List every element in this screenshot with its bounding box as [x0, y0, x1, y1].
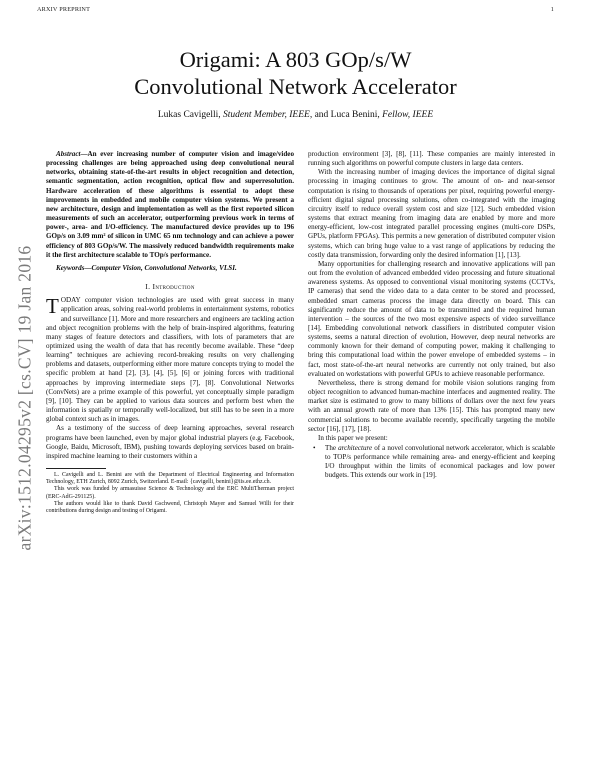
- author-1-name: Lukas Cavigelli,: [157, 110, 221, 120]
- page-number: 1: [550, 6, 554, 13]
- keywords-text: —Computer Vision, Convolutional Networks, VLSI.: [84, 263, 237, 272]
- footnote-affiliation: L. Cavigelli and L. Benini are with the Department of Electrical Engineering and Information Technology, ETH Zurich, 8092 Zurich, Switzerland. E-mail: {cavigelli, benini}@iis.ee.ethz.ch.: [46, 472, 294, 486]
- arxiv-id-text: arXiv:1512.04295v2 [cs.CV] 19 Jan 2016: [14, 245, 35, 551]
- title-line-1: Origami: A 803 GOp/s/W: [179, 47, 412, 72]
- section-heading-introduction: I. Introduction: [145, 282, 195, 292]
- title-line-2: Convolutional Network Accelerator: [134, 74, 457, 99]
- intro-text-1: computer vision technologies are used with great success in many application areas, solving real-world problems in entertainment systems, robotics and surveillance [1]. More and more researchers and engineers are tackling action and object recognition problems with the help of brain-inspired algorithms, featuring many stages of feature detectors and classifiers, with lots of parameters that are optimized using the wealth of data that has recently become available. These “deep learning” techniques are achieving record-breaking results on very challenging problems and datasets, outperforming either more mature concepts trying to model the specific problem at hand [2], [3], [4], [5], [6] or joining forces with traditional approaches by improving intermediate steps [7], [8]. Convolutional Networks (ConvNets) are a prime example of this powerful, yet conceptually simple paradigm [9], [10]. They can be applied to various data sources and perform best when the information is spatially or temporally well-localized, but still has to be seen in a more global context such as in images.: [46, 296, 294, 424]
- intro-paragraph-2: As a testimony of the success of deep learning approaches, several research programs have been launched, even by major global industrial players (e.g. Facebook, Google, Baidu, Microsoft, IBM), pushing towards deploying services based on brain-inspired machine learning to their customers within a: [46, 424, 294, 460]
- footnote-acknowledgement: The authors would like to thank David Gschwend, Christoph Mayer and Samuel Willi for their contributions during design and testing of Origami.: [46, 500, 294, 515]
- right-paragraph-3: Many opportunities for challenging research and innovative applications will pan out from the evolution of advanced embedded video processing and future situational awareness systems. As opposed to conventional visual monitoring systems (CCTVs, IP cameras) that send the video data to a data center to be stored and processed, embedded smart cameras process the image data directly on board. This can significantly reduce the amount of data to be transmitted and the required human intervention – the sources of the two most expensive aspects of video surveillance [14]. Embedding convolutional network classifiers in distributed computer vision systems, seems a natural direction of evolution, However, deep neural networks are commonly known for their demand of computing power, making it challenging to bring this computational load within the power envelope of embedded systems – in fact, most state-of-the-art neural networks are currently not only trained, but also evaluated on workstations with powerful GPUs to achieve reasonable performance.: [308, 259, 555, 378]
- contributions-list: [308, 444, 555, 481]
- footnotes: [46, 472, 294, 515]
- footnote-divider: [46, 468, 106, 469]
- drop-cap: T: [46, 294, 59, 319]
- intro-lead-word: ODAY: [60, 296, 81, 305]
- list-item: [308, 444, 555, 481]
- bullet-text-post: of a novel convolutional network accelerator, which is scalable to TOP/s performance while remaining area- and energy-efficient and keeping I/O throughput within the limits of economical packages and low power budgets. This extends our work in [19].: [325, 444, 555, 480]
- right-paragraph-1: production environment [3], [8], [11]. These companies are mainly interested in running such algorithms on powerful compute clusters in large data centers.: [308, 150, 555, 168]
- bullet-text-emphasis: architecture: [338, 444, 373, 452]
- author-line: [40, 110, 551, 120]
- abstract-label: Abstract: [56, 150, 81, 158]
- right-paragraph-4: Nevertheless, there is strong demand for mobile vision solutions ranging from object recognition to advanced human-machine interfaces and augmented reality. The market size is estimated to grow to many billions of dollars over the next few years with an annual growth rate of more than 13% [15]. This has prompted many new commercial solutions to become available recently, specifically targeting the mobile sector [16], [17], [18].: [308, 378, 555, 433]
- footnote-funding: This work was funded by armasuisse Science & Technology and the ERC MultiTherman project (ERC-AdG-291125).: [46, 486, 294, 500]
- left-column: [46, 150, 294, 515]
- contributions-intro: In this paper we present:: [318, 433, 388, 442]
- journal-label: ARXIV PREPRINT: [37, 6, 91, 13]
- bullet-text-pre: The: [325, 444, 339, 452]
- author-2-name: and Luca Benini,: [314, 110, 380, 120]
- bullet-icon: •: [313, 444, 316, 452]
- author-1-role: Student Member, IEEE,: [223, 110, 313, 120]
- author-2-role: Fellow, IEEE: [382, 110, 434, 120]
- running-header: [37, 6, 554, 18]
- right-paragraph-2: With the increasing number of imaging devices the importance of digital signal processing in imaging continues to grow. The amount of on- and near-sensor computation is rising to thousands of operations per pixel, requiring powerful energy-efficient digital signal processing solutions, often co-integrated with the imaging circuitry itself to reduce overall system cost and size [12]. Such embedded vision systems that extract meaning from imaging data are enabled by more and more energy-efficient, low-cost integrated parallel processing engines (multi-core DSPs, GPUs, platform FPGAs). This permits a new generation of distributed computer vision systems, which can bring huge value to a vast range of applications by reducing the costly data transmission, forwarding only the desired information [1], [13].: [308, 168, 555, 259]
- paper-title: [60, 46, 531, 100]
- keywords: [46, 264, 294, 273]
- abstract-text: —An ever increasing number of computer vision and image/video processing challenges are being approached using deep convolutional neural networks, obtaining state-of-the-art results in object recognition and detection, semantic segmentation, action recognition, optical flow and superresolution. Hardware acceleration of these algorithms is essential to adopt these improvements in embedded and mobile computer vision systems. We present a new architecture, design and implementation as well as the first reported silicon measurements of such an accelerator, outperforming previous work in terms of power-, area- and I/O-efficiency. The manufactured device provides up to 196 GOp/s on 3.09 mm² of silicon in UMC 65 nm technology and can achieve a power efficiency of 803 GOp/s/W. The massively reduced bandwidth requirements make it the first architecture scalable to TOp/s performance.: [46, 150, 294, 259]
- keywords-label: Keywords: [56, 263, 85, 272]
- intro-paragraph-1: [46, 296, 294, 424]
- abstract: [46, 150, 294, 260]
- arxiv-identifier-stamp: [7, 218, 43, 578]
- right-column: [308, 150, 555, 481]
